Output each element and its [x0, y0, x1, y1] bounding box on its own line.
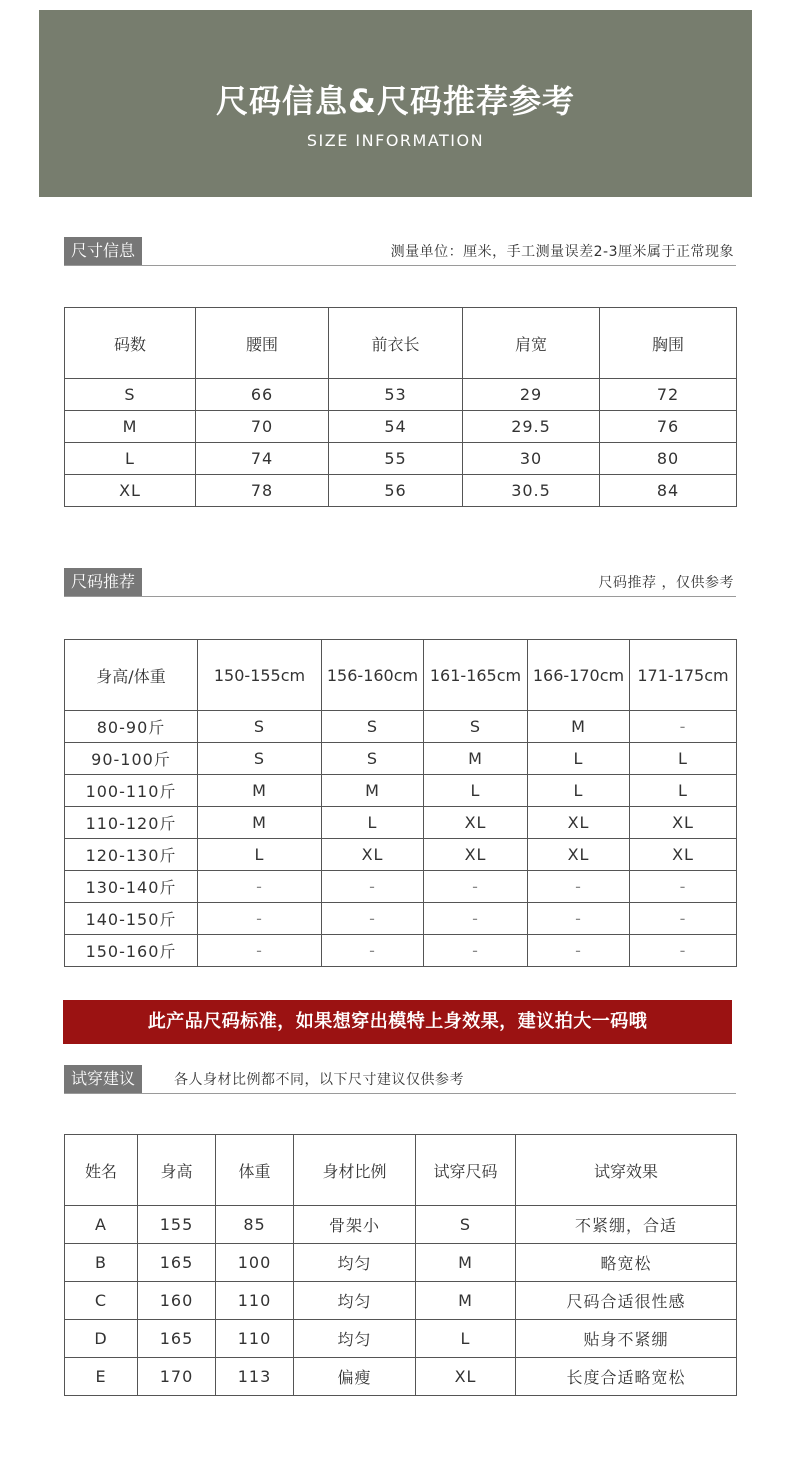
table-cell: 29 [463, 379, 600, 411]
table-cell: M [198, 775, 322, 807]
column-header: 体重 [216, 1135, 294, 1206]
column-header: 身高 [138, 1135, 216, 1206]
column-header: 试穿尺码 [416, 1135, 516, 1206]
table-cell: L [65, 443, 196, 475]
size-info-table [64, 307, 737, 507]
table-cell: L [528, 775, 630, 807]
table-cell: L [416, 1320, 516, 1358]
table-cell: - [630, 711, 737, 743]
table-cell: - [198, 871, 322, 903]
table-cell: S [198, 711, 322, 743]
table-cell: 偏瘦 [294, 1358, 416, 1396]
table-cell: M [416, 1244, 516, 1282]
table-cell: M [424, 743, 528, 775]
column-header: 身高/体重 [65, 640, 198, 711]
column-header: 试穿效果 [516, 1135, 737, 1206]
table-cell: 100 [216, 1244, 294, 1282]
table-cell: - [424, 903, 528, 935]
table-cell: 155 [138, 1206, 216, 1244]
table-cell: 56 [329, 475, 463, 507]
table-row [65, 871, 737, 903]
try-on-header [64, 1065, 736, 1094]
column-header: 161-165cm [424, 640, 528, 711]
header-banner [39, 10, 752, 197]
table-row [65, 411, 737, 443]
table-cell: 均匀 [294, 1320, 416, 1358]
table-cell: 160 [138, 1282, 216, 1320]
table-header-row [65, 1135, 737, 1206]
table-row [65, 839, 737, 871]
table-cell: B [65, 1244, 138, 1282]
column-header: 171-175cm [630, 640, 737, 711]
table-row [65, 443, 737, 475]
column-header: 166-170cm [528, 640, 630, 711]
table-row [65, 935, 737, 967]
table-cell: M [198, 807, 322, 839]
table-cell: 29.5 [463, 411, 600, 443]
table-cell: 80-90斤 [65, 711, 198, 743]
table-row [65, 743, 737, 775]
table-cell: S [65, 379, 196, 411]
table-cell: E [65, 1358, 138, 1396]
table-cell: 76 [600, 411, 737, 443]
table-cell: - [424, 871, 528, 903]
table-cell: XL [424, 839, 528, 871]
table-cell: L [630, 775, 737, 807]
size-rec-note: 尺码推荐 ，仅供参考 [598, 575, 734, 591]
table-cell: 110 [216, 1320, 294, 1358]
table-header-row [65, 640, 737, 711]
table-cell: 110-120斤 [65, 807, 198, 839]
try-on-table [64, 1134, 737, 1396]
table-row [65, 475, 737, 507]
column-header: 身材比例 [294, 1135, 416, 1206]
table-cell: - [528, 935, 630, 967]
page-subtitle: SIZE INFORMATION [306, 131, 485, 150]
column-header: 150-155cm [198, 640, 322, 711]
table-cell: 150-160斤 [65, 935, 198, 967]
table-cell: XL [528, 839, 630, 871]
table-cell: S [424, 711, 528, 743]
table-cell: 90-100斤 [65, 743, 198, 775]
table-cell: XL [65, 475, 196, 507]
table-cell: M [528, 711, 630, 743]
table-cell: S [322, 743, 424, 775]
table-cell: - [528, 871, 630, 903]
table-cell: 略宽松 [516, 1244, 737, 1282]
size-info-tag: 尺寸信息 [64, 237, 142, 265]
table-cell: M [322, 775, 424, 807]
table-cell: A [65, 1206, 138, 1244]
table-cell: 100-110斤 [65, 775, 198, 807]
table-cell: 不紧绷，合适 [516, 1206, 737, 1244]
table-cell: XL [424, 807, 528, 839]
table-cell: 贴身不紧绷 [516, 1320, 737, 1358]
table-cell: L [198, 839, 322, 871]
table-cell: 130-140斤 [65, 871, 198, 903]
table-cell: L [424, 775, 528, 807]
table-cell: 78 [196, 475, 329, 507]
table-cell: XL [528, 807, 630, 839]
table-cell: L [322, 807, 424, 839]
table-row [65, 775, 737, 807]
table-cell: L [630, 743, 737, 775]
table-cell: - [528, 903, 630, 935]
table-cell: XL [630, 807, 737, 839]
table-cell: 长度合适略宽松 [516, 1358, 737, 1396]
table-cell: 72 [600, 379, 737, 411]
table-cell: - [322, 871, 424, 903]
table-header-row [65, 308, 737, 379]
table-row [65, 1282, 737, 1320]
table-cell: 55 [329, 443, 463, 475]
table-cell: - [198, 903, 322, 935]
table-cell: 均匀 [294, 1244, 416, 1282]
size-rec-table [64, 639, 737, 967]
page-title: 尺码信息&尺码推荐参考 [216, 82, 575, 120]
table-cell: D [65, 1320, 138, 1358]
table-cell: 84 [600, 475, 737, 507]
table-cell: - [630, 903, 737, 935]
table-cell: - [630, 871, 737, 903]
table-cell: 尺码合适很性感 [516, 1282, 737, 1320]
try-on-tag: 试穿建议 [64, 1065, 142, 1093]
table-cell: XL [416, 1358, 516, 1396]
table-cell: - [322, 903, 424, 935]
table-cell: 骨架小 [294, 1206, 416, 1244]
table-row [65, 903, 737, 935]
column-header: 姓名 [65, 1135, 138, 1206]
table-row [65, 1244, 737, 1282]
table-cell: 30 [463, 443, 600, 475]
table-cell: - [322, 935, 424, 967]
table-cell: 113 [216, 1358, 294, 1396]
column-header: 胸围 [600, 308, 737, 379]
table-row [65, 1320, 737, 1358]
table-row [65, 379, 737, 411]
size-rec-header [64, 568, 736, 597]
table-cell: 140-150斤 [65, 903, 198, 935]
column-header: 码数 [65, 308, 196, 379]
table-cell: M [65, 411, 196, 443]
table-cell: L [528, 743, 630, 775]
table-row [65, 1206, 737, 1244]
table-cell: 85 [216, 1206, 294, 1244]
try-on-note: 各人身材比例都不同，以下尺寸建议仅供参考 [174, 1072, 464, 1088]
table-cell: C [65, 1282, 138, 1320]
table-cell: 53 [329, 379, 463, 411]
table-cell: XL [322, 839, 424, 871]
size-notice-banner: 此产品尺码标准，如果想穿出模特上身效果，建议拍大一码哦 [63, 1000, 732, 1044]
table-cell: - [630, 935, 737, 967]
table-row [65, 1358, 737, 1396]
table-cell: 54 [329, 411, 463, 443]
size-info-header [64, 237, 736, 266]
table-cell: S [198, 743, 322, 775]
table-cell: 70 [196, 411, 329, 443]
table-cell: S [322, 711, 424, 743]
table-cell: - [424, 935, 528, 967]
table-cell: S [416, 1206, 516, 1244]
column-header: 前衣长 [329, 308, 463, 379]
table-row [65, 711, 737, 743]
column-header: 腰围 [196, 308, 329, 379]
table-cell: 66 [196, 379, 329, 411]
column-header: 156-160cm [322, 640, 424, 711]
table-cell: 165 [138, 1320, 216, 1358]
size-info-note: 测量单位：厘米，手工测量误差2-3厘米属于正常现象 [390, 244, 734, 260]
column-header: 肩宽 [463, 308, 600, 379]
table-cell: 170 [138, 1358, 216, 1396]
table-cell: 165 [138, 1244, 216, 1282]
size-rec-tag: 尺码推荐 [64, 568, 142, 596]
table-cell: M [416, 1282, 516, 1320]
table-cell: - [198, 935, 322, 967]
table-cell: 80 [600, 443, 737, 475]
table-cell: 120-130斤 [65, 839, 198, 871]
table-cell: XL [630, 839, 737, 871]
table-cell: 30.5 [463, 475, 600, 507]
table-cell: 均匀 [294, 1282, 416, 1320]
table-cell: 74 [196, 443, 329, 475]
table-row [65, 807, 737, 839]
table-cell: 110 [216, 1282, 294, 1320]
